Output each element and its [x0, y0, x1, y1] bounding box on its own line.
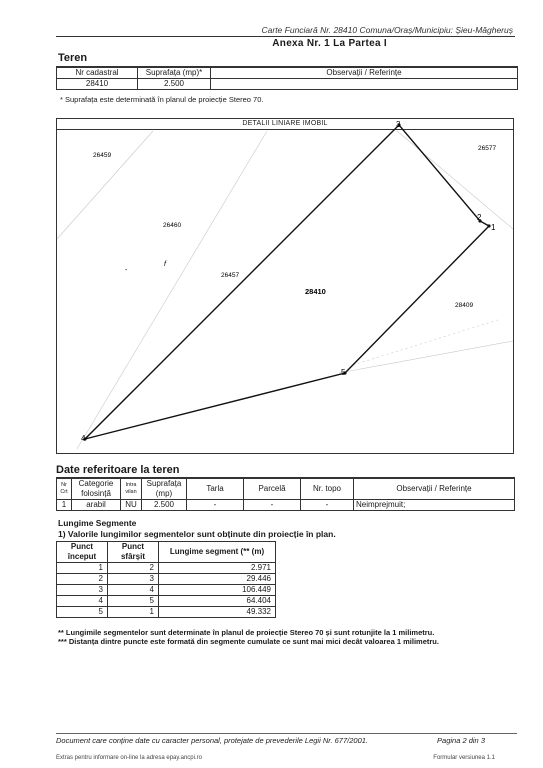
cell-nr-topo: - — [301, 500, 354, 511]
segmente-header-row — [57, 542, 276, 563]
point-label-4: 4 — [81, 434, 86, 443]
annex-title: Anexa Nr. 1 La Partea I — [272, 38, 387, 49]
footer-disclaimer: Document care conține date cu caracter personal, protejate de prevederile Legii Nr. 677/2001. — [56, 736, 368, 745]
teren-note: * Suprafața este determinată în planul de proiecție Stereo 70. — [60, 95, 264, 104]
footer-page-number: Pagina 2 din 3 — [437, 736, 485, 745]
cell-length: 106.449 — [159, 585, 276, 596]
teren-header-row — [57, 68, 518, 79]
col-observatii: Observații / Referințe — [211, 68, 518, 79]
date-ref-data-row — [57, 500, 515, 511]
col-lungime: Lungime segment (** (m) — [159, 542, 276, 563]
cell-length: 2.971 — [159, 563, 276, 574]
col-suprafata-mp: Suprafața (mp) — [142, 479, 187, 500]
cf-header-line: Carte Funciară Nr. 28410 Comuna/Oraș/Municipiu: Șieu-Măgheruș — [261, 25, 513, 35]
cell-observatii — [211, 79, 518, 90]
cell-suprafata-mp: 2.500 — [142, 500, 187, 511]
cell-suprafata: 2.500 — [138, 79, 211, 90]
segmente-title: Lungime Segmente — [58, 518, 137, 528]
parcel-label-26457: 26457 — [221, 272, 240, 279]
segment-row — [57, 574, 276, 585]
cell-intravilan: NU — [121, 500, 142, 511]
cell-length: 29.446 — [159, 574, 276, 585]
cell-length: 49.332 — [159, 607, 276, 618]
point-label-2: 2 — [477, 213, 482, 222]
cell-nr: 1 — [57, 500, 72, 511]
col-nr-crt: Nr Crt — [57, 479, 72, 500]
point-label-1: 1 — [491, 223, 496, 232]
col-intravilan: Intra vilan — [121, 479, 142, 500]
cell-end: 4 — [108, 585, 159, 596]
cell-start: 3 — [57, 585, 108, 596]
parcel-outline — [85, 125, 489, 439]
stray-mark-2: - — [125, 267, 128, 274]
plan-box — [56, 118, 514, 454]
col-parcela: Parcelă — [244, 479, 301, 500]
footer-formular-version: Formular versiunea 1.1 — [433, 755, 495, 761]
cell-start: 1 — [57, 563, 108, 574]
cell-length: 64.404 — [159, 596, 276, 607]
segmente-table — [56, 541, 276, 618]
cell-end: 2 — [108, 563, 159, 574]
col-nr-cadastral: Nr cadastral — [57, 68, 138, 79]
teren-title: Teren — [58, 52, 88, 64]
col-categorie: Categorie folosință — [72, 479, 121, 500]
footer-extras: Extras pentru informare on-line la adresa epay.ancpi.ro — [56, 755, 202, 761]
teren-table — [56, 67, 518, 90]
col-tarla: Tarla — [187, 479, 244, 500]
date-ref-title: Date referitoare la teren — [56, 464, 180, 476]
col-punct-inceput: Punct început — [57, 542, 108, 563]
header-divider — [56, 36, 515, 37]
cell-observatii-ref: Neimprejmuit; — [354, 500, 515, 511]
cell-start: 5 — [57, 607, 108, 618]
col-punct-sfarsit: Punct sfârșit — [108, 542, 159, 563]
cell-end: 3 — [108, 574, 159, 585]
date-ref-header-row — [57, 479, 515, 500]
cell-parcela: - — [244, 500, 301, 511]
parcel-label-26459: 26459 — [93, 152, 112, 159]
point-label-3: 3 — [396, 120, 401, 129]
cell-end: 5 — [108, 596, 159, 607]
plan-title: DETALII LINIARE IMOBIL — [242, 120, 328, 127]
cell-start: 4 — [57, 596, 108, 607]
footer-divider — [56, 733, 517, 734]
parcel-label-28409: 28409 — [455, 302, 474, 309]
cell-end: 1 — [108, 607, 159, 618]
date-ref-table — [56, 478, 515, 511]
teren-data-row — [57, 79, 518, 90]
parcel-label-26577: 26577 — [478, 145, 497, 152]
segment-row — [57, 596, 276, 607]
segment-row — [57, 585, 276, 596]
stray-mark: f — [164, 261, 166, 268]
segmente-note-2: *** Distanța dintre puncte este formată din segmente cumulate ce sunt mai mici decât valoarea 1 milimetru. — [58, 637, 439, 646]
parcel-label-26460: 26460 — [163, 222, 182, 229]
segmente-note-1: ** Lungimile segmentelor sunt determinate în planul de proiecție Stereo 70 și sunt rotunjite la 1 milimetru. — [58, 628, 435, 637]
segment-row — [57, 607, 276, 618]
segment-row — [57, 563, 276, 574]
col-observatii-ref: Observații / Referințe — [354, 479, 515, 500]
cell-categorie: arabil — [72, 500, 121, 511]
cell-start: 2 — [57, 574, 108, 585]
col-suprafata: Suprafața (mp)* — [138, 68, 211, 79]
point-label-5: 5 — [341, 368, 346, 377]
parcel-label-28410: 28410 — [305, 287, 326, 296]
col-nr-topo: Nr. topo — [301, 479, 354, 500]
segmente-subtitle: 1) Valorile lungimilor segmentelor sunt obținute din proiecție în plan. — [58, 529, 336, 539]
plan-drawing — [57, 119, 513, 453]
cell-nr-cadastral: 28410 — [57, 79, 138, 90]
cell-tarla: - — [187, 500, 244, 511]
